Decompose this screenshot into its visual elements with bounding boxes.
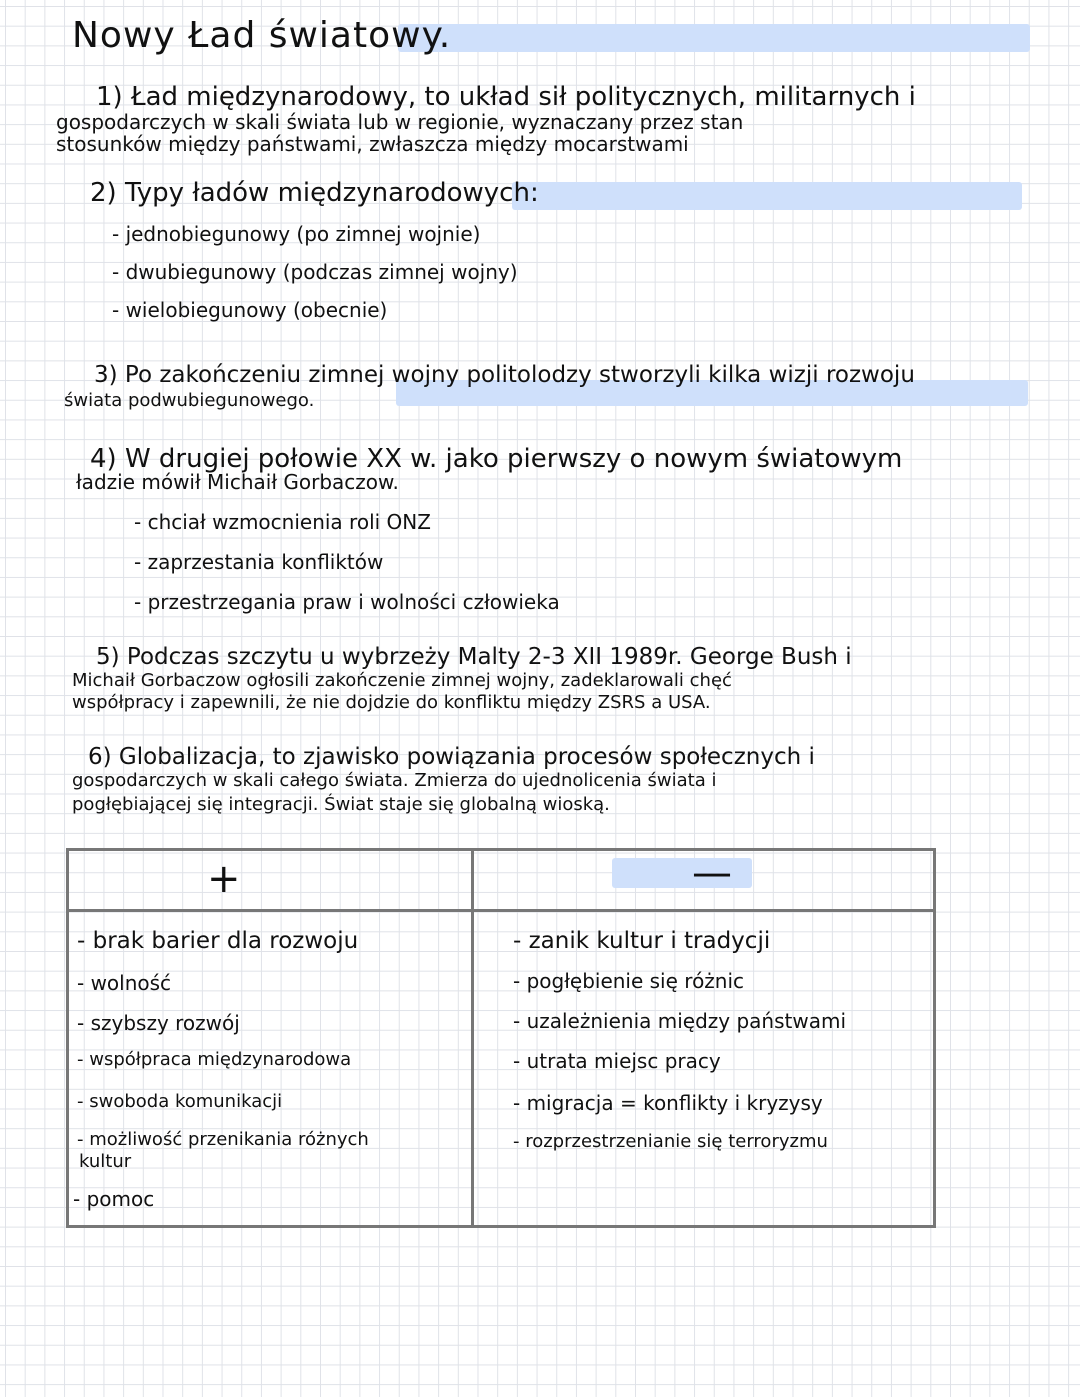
p6-line3: pogłębiającej się integracji. Świat staje się globalną wioską. — [72, 794, 610, 815]
plus-item-3: - szybszy rozwój — [77, 1011, 240, 1035]
p6-line2: gospodarczych w skali całego świata. Zmierza do ujednolicenia świata i — [72, 770, 717, 791]
minus-header: — — [692, 850, 732, 896]
minus-header-cell — [474, 851, 933, 909]
minus-item-5: - migracja = konflikty i kryzysy — [513, 1091, 823, 1115]
minus-item-4: - utrata miejsc pracy — [513, 1049, 721, 1073]
plus-item-5: - swoboda komunikacji — [77, 1091, 283, 1112]
plus-item-4: - współpraca międzynarodowa — [77, 1049, 352, 1070]
p2-item-1: - jednobiegunowy (po zimnej wojnie) — [112, 222, 481, 246]
p1-line1: 1) Ład międzynarodowy, to układ sił politycznych, militarnych i — [96, 82, 916, 112]
p4-item-2: - zaprzestania konfliktów — [134, 550, 384, 574]
page-title: Nowy Ład światowy. — [72, 15, 452, 56]
highlight-p2 — [512, 182, 1022, 210]
p2-item-3: - wielobiegunowy (obecnie) — [112, 298, 388, 322]
p5-line2: Michaił Gorbaczow ogłosili zakończenie zimnej wojny, zadeklarowali chęć — [72, 670, 732, 691]
p2-item-2: - dwubiegunowy (podczas zimnej wojny) — [112, 260, 518, 284]
p1-line2: gospodarczych w skali świata lub w regionie, wyznaczany przez stan — [56, 110, 744, 134]
p2-heading: 2) Typy ładów międzynarodowych: — [90, 178, 539, 208]
p4-item-1: - chciał wzmocnienia roli ONZ — [134, 510, 431, 534]
p5-line3: współpracy i zapewnili, że nie dojdzie do konfliktu między ZSRS a USA. — [72, 692, 711, 713]
plus-header: + — [207, 856, 241, 902]
p4-item-3: - przestrzegania praw i wolności człowieka — [134, 590, 560, 614]
plus-item-6: - możliwość przenikania różnych — [77, 1129, 369, 1150]
p6-line1: 6) Globalizacja, to zjawisko powiązania procesów społecznych i — [88, 744, 815, 770]
p1-line3: stosunków między państwami, zwłaszcza między mocarstwami — [56, 132, 689, 156]
p3-line2: świata podwubiegunowego. — [64, 390, 315, 411]
minus-item-6: - rozprzestrzenianie się terroryzmu — [513, 1131, 828, 1152]
plus-item-7: - pomoc — [73, 1187, 155, 1211]
pros-cons-table — [66, 848, 936, 1228]
minus-item-2: - pogłębienie się różnic — [513, 969, 745, 993]
minus-item-1: - zanik kultur i tradycji — [513, 928, 771, 954]
p5-line1: 5) Podczas szczytu u wybrzeży Malty 2-3 XII 1989r. George Bush i — [96, 644, 852, 670]
table-divider-horizontal — [69, 909, 933, 912]
plus-item-2: - wolność — [77, 971, 172, 995]
minus-item-3: - uzależnienia między państwami — [513, 1009, 847, 1033]
p3-line1: 3) Po zakończeniu zimnej wojny politolodzy stworzyli kilka wizji rozwoju — [94, 362, 915, 388]
plus-item-1: - brak barier dla rozwoju — [77, 928, 359, 954]
p4-line2: ładzie mówił Michaił Gorbaczow. — [76, 470, 399, 494]
highlight-title — [398, 24, 1030, 52]
p4-line1: 4) W drugiej połowie XX w. jako pierwszy o nowym światowym — [90, 444, 903, 474]
plus-item-6-cont: kultur — [79, 1151, 132, 1172]
